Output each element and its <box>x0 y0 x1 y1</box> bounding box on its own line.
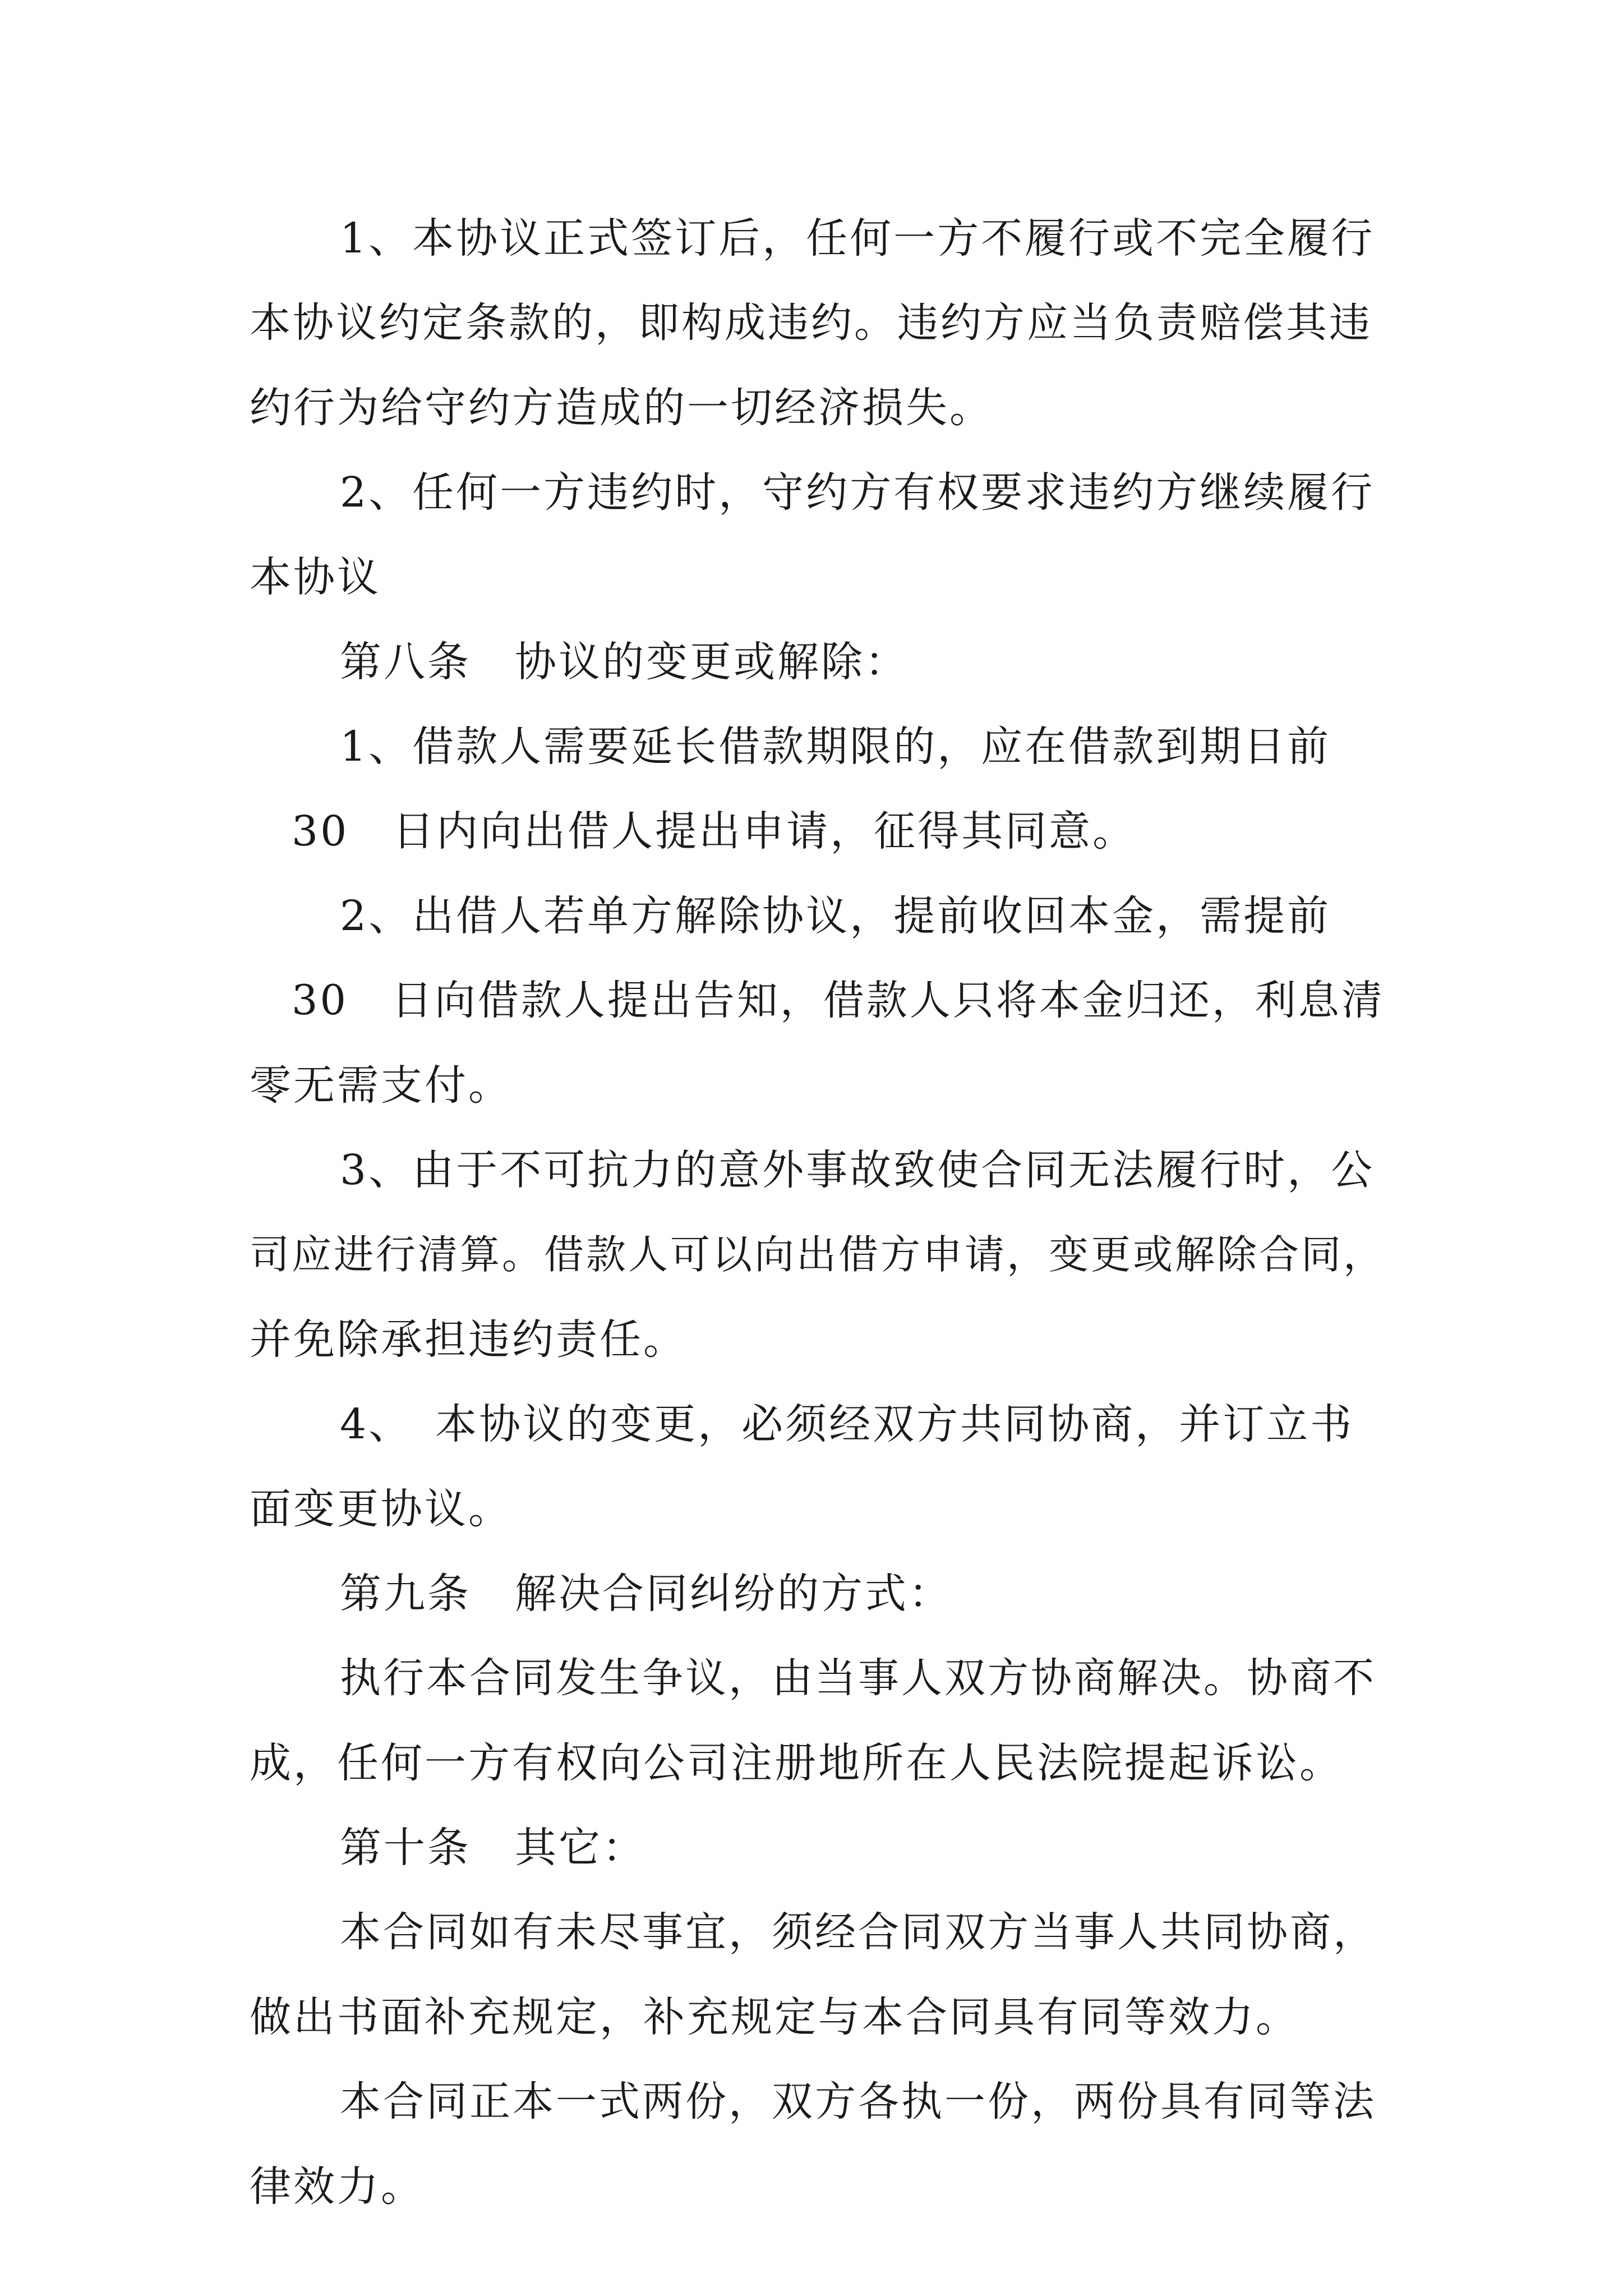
text-line: 律效力。 <box>250 2162 425 2211</box>
section-heading: 第九条 解决合同纠纷的方式： <box>340 1570 952 1618</box>
text-line: 司应进行清算。借款人可以向出借方申请，变更或解除合同， <box>250 1231 1386 1278</box>
text-line: 本合同正本一式两份，双方各执一份，两份具有同等法 <box>340 2078 1376 2125</box>
text-line: 成，任何一方有权向公司注册地所在人民法院提起诉讼。 <box>250 1739 1343 1787</box>
text-line: 本协议 <box>250 553 381 601</box>
text-line: 执行本合同发生争议，由当事人双方协商解决。协商不 <box>340 1654 1376 1702</box>
text-line: 做出书面补充规定，补充规定与本合同具有同等效力。 <box>250 1993 1299 2041</box>
section-heading: 第八条 协议的变更或解除： <box>340 638 909 686</box>
text-line: 4、 本协议的变更，必须经双方共同协商，并订立书 <box>340 1400 1354 1448</box>
text-line: 约行为给守约方造成的一切经济损失。 <box>250 384 993 432</box>
text-line: 30 日向借款人提出告知，借款人只将本金归还，利息清 <box>292 977 1385 1024</box>
text-line: 1、借款人需要延长借款期限的，应在借款到期日前 <box>340 723 1331 771</box>
text-line: 零无需支付。 <box>250 1061 512 1110</box>
text-line: 3、由于不可抗力的意外事故致使合同无法履行时，公 <box>340 1146 1375 1194</box>
text-line: 并免除承担违约责任。 <box>250 1315 687 1364</box>
text-line: 2、任何一方违约时，守约方有权要求违约方继续履行 <box>340 468 1375 517</box>
text-line: 1、本协议正式签订后，任何一方不履行或不完全履行 <box>340 214 1375 263</box>
text-line: 本合同如有未尽事宜，须经合同双方当事人共同协商， <box>340 1908 1376 1956</box>
text-line: 30 日内向出借人提出申请，征得其同意。 <box>292 807 1137 855</box>
text-line: 本协议约定条款的，即构成违约。违约方应当负责赔偿其违 <box>250 299 1372 347</box>
section-heading: 第十条 其它： <box>340 1824 646 1872</box>
text-line: 2、出借人若单方解除协议，提前收回本金，需提前 <box>340 892 1331 940</box>
text-line: 面变更协议。 <box>250 1485 512 1533</box>
